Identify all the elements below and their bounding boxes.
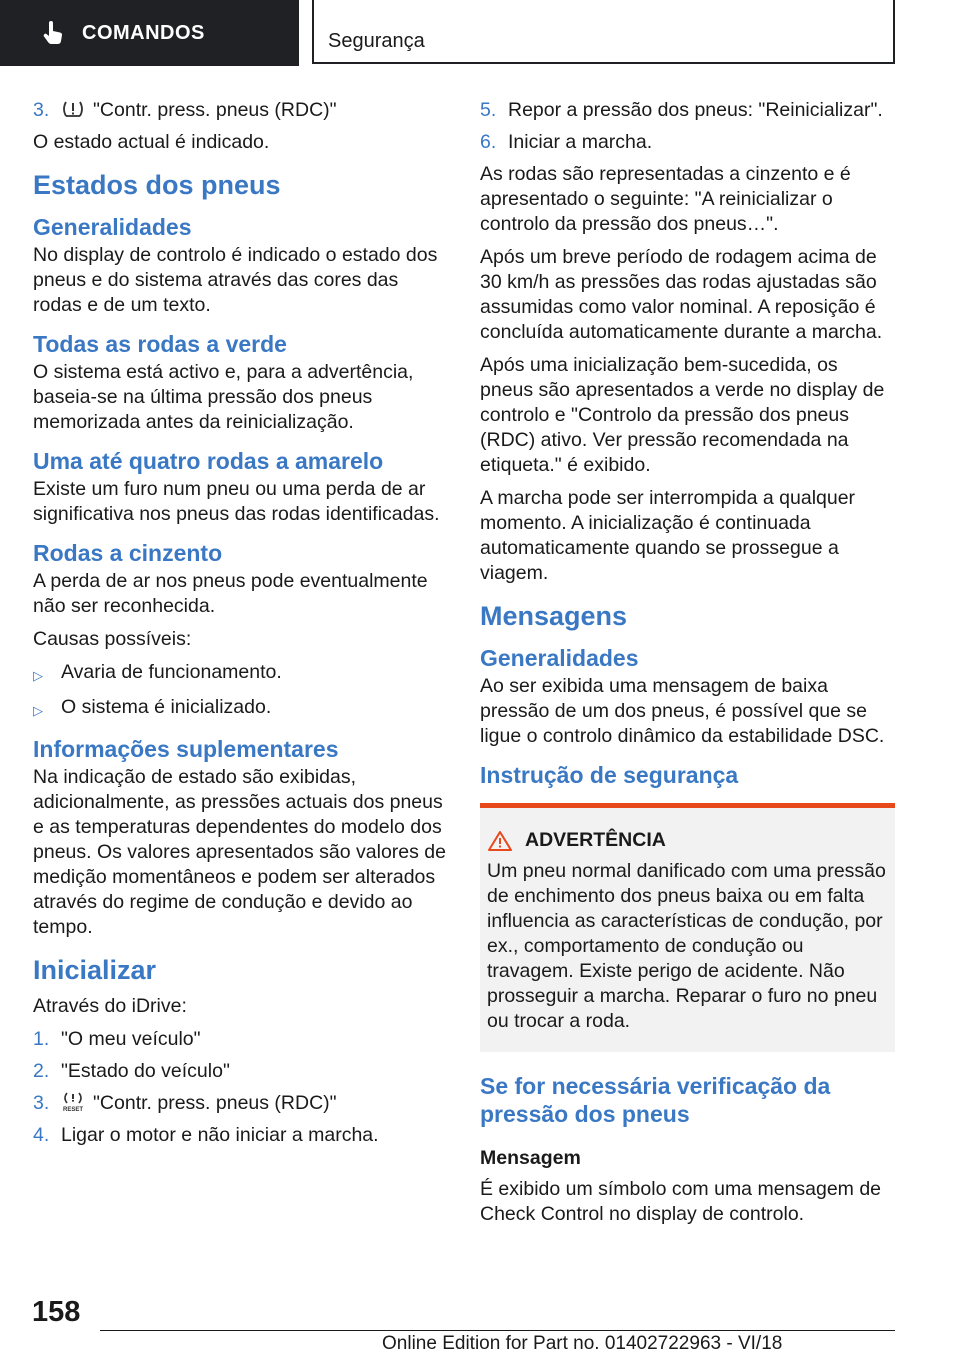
footer-divider <box>100 1330 895 1331</box>
section-heading: Mensagens <box>480 601 628 631</box>
step-number: 2. <box>33 1060 50 1082</box>
list-item <box>33 695 448 723</box>
list-item <box>33 1091 448 1116</box>
section-heading: Estados dos pneus <box>33 170 281 200</box>
list-item <box>480 98 895 123</box>
paragraph: Através do iDrive: <box>33 995 187 1017</box>
paragraph: O estado actual é indicado. <box>33 131 270 153</box>
left-column <box>33 98 448 1155</box>
step-number: 6. <box>480 131 497 153</box>
tab-seguranca-label: Segurança <box>328 30 425 52</box>
paragraph: As rodas são representadas a cinzento e é apresentado o seguinte: "A reinicializar o controlo da pressão dos pneus…". <box>480 163 851 235</box>
list-item <box>33 660 448 688</box>
paragraph: O sistema está activo e, para a advertência, baseia-se na última pressão dos pneus memorizada antes da reinicialização. <box>33 361 414 433</box>
paragraph: Na indicação de estado são exibidas, adicionalmente, as pressões actuais dos pneus e as temperaturas dependentes do modelo dos pneus. Os valores apresentados são valores de medição momentâneos e podem ser alterados através do regime de condução e devido ao tempo. <box>33 766 446 938</box>
step-text: Ligar o motor e não iniciar a marcha. <box>61 1124 379 1146</box>
hand-pointer-icon <box>40 20 66 46</box>
warning-text: Um pneu normal danificado com uma pressão de enchimento dos pneus baixa ou em falta influencia as características de condução, por ex., comportamento de condução ou travagem. Existe perigo de acidente. Não prosseguir a marcha. Reparar o furo no pneu ou trocar a roda. <box>487 860 886 1032</box>
list-item <box>33 98 448 123</box>
list-item <box>33 1059 448 1084</box>
paragraph: Ao ser exibida uma mensagem de baixa pressão de um dos pneus, é possível que se ligue o controlo dinâmico da estabilidade DSC. <box>480 675 885 747</box>
paragraph: Após uma inicialização bem-sucedida, os pneus são apresentados a verde no display de controlo e "Controlo da pressão dos pneus (RDC) ativo. Ver pressão recomendada na etiqueta." é exibido. <box>480 354 885 476</box>
page-number: 158 <box>32 1296 81 1328</box>
paragraph: Após um breve período de rodagem acima de 30 km/h as pressões das rodas ajustadas são assumidas como valor nominal. A reposição é concluída automaticamente durante a marcha. <box>480 246 883 343</box>
tire-reset-icon <box>61 1091 85 1113</box>
tab-seguranca[interactable] <box>312 0 895 64</box>
subsection-heading: Informações suplementares <box>33 736 339 762</box>
step-text: Iniciar a marcha. <box>508 131 653 153</box>
header-tabs <box>0 0 960 66</box>
step-number: 4. <box>33 1124 50 1146</box>
step-text: "O meu veículo" <box>61 1028 201 1050</box>
list-item <box>480 130 895 155</box>
bullet-text: O sistema é inicializado. <box>61 696 272 718</box>
warning-header <box>487 828 887 853</box>
list-item <box>33 1123 448 1148</box>
step-number: 5. <box>480 99 497 121</box>
subsection-heading: Se for necessária verificação da pressão dos pneus <box>480 1073 831 1127</box>
svg-text:RESET: RESET <box>62 1107 84 1113</box>
minor-heading: Mensagem <box>480 1147 581 1169</box>
footer-edition: Online Edition for Part no. 01402722963 - VI/18 <box>382 1333 783 1354</box>
step-number: 1. <box>33 1028 50 1050</box>
paragraph: A perda de ar nos pneus pode eventualmente não ser reconhecida. <box>33 570 428 617</box>
step-number: 3. <box>33 99 50 121</box>
bullet-text: Avaria de funcionamento. <box>61 661 282 683</box>
subsection-heading: Rodas a cinzento <box>33 540 223 566</box>
tab-comandos-label: COMANDOS <box>82 21 205 44</box>
warning-title: ADVERTÊNCIA <box>525 829 666 851</box>
step-number: 3. <box>33 1092 50 1114</box>
right-column <box>480 98 895 1235</box>
paragraph: Causas possíveis: <box>33 628 192 650</box>
step-text: "Contr. press. pneus (RDC)" <box>93 1092 337 1114</box>
step-text: "Estado do veículo" <box>61 1060 230 1082</box>
paragraph: É exibido um símbolo com uma mensagem de Check Control no display de controlo. <box>480 1178 882 1225</box>
step-text: Repor a pressão dos pneus: "Reinicializar". <box>508 99 883 121</box>
step-text: "Contr. press. pneus (RDC)" <box>93 99 337 121</box>
warning-triangle-icon <box>487 830 513 852</box>
list-item <box>33 1027 448 1052</box>
tire-pressure-warning-icon <box>61 98 85 120</box>
tab-comandos[interactable] <box>0 0 299 66</box>
subsection-heading: Uma até quatro rodas a amarelo <box>33 448 384 474</box>
subsection-heading: Generalidades <box>480 645 639 671</box>
bullet-triangle-icon: ▷ <box>33 703 43 718</box>
paragraph: A marcha pode ser interrompida a qualquer momento. A inicialização é continuada automaticamente quando se prossegue a viagem. <box>480 487 856 584</box>
subsection-heading: Instrução de segurança <box>480 762 739 788</box>
section-heading: Inicializar <box>33 955 157 985</box>
paragraph: No display de controlo é indicado o estado dos pneus e do sistema através das cores das rodas e de um texto. <box>33 244 438 316</box>
bullet-triangle-icon: ▷ <box>33 668 43 683</box>
subsection-heading: Todas as rodas a verde <box>33 331 287 357</box>
warning-box <box>480 803 895 1052</box>
paragraph: Existe um furo num pneu ou uma perda de ar significativa nos pneus das rodas identificadas. <box>33 478 440 525</box>
subsection-heading: Generalidades <box>33 214 192 240</box>
